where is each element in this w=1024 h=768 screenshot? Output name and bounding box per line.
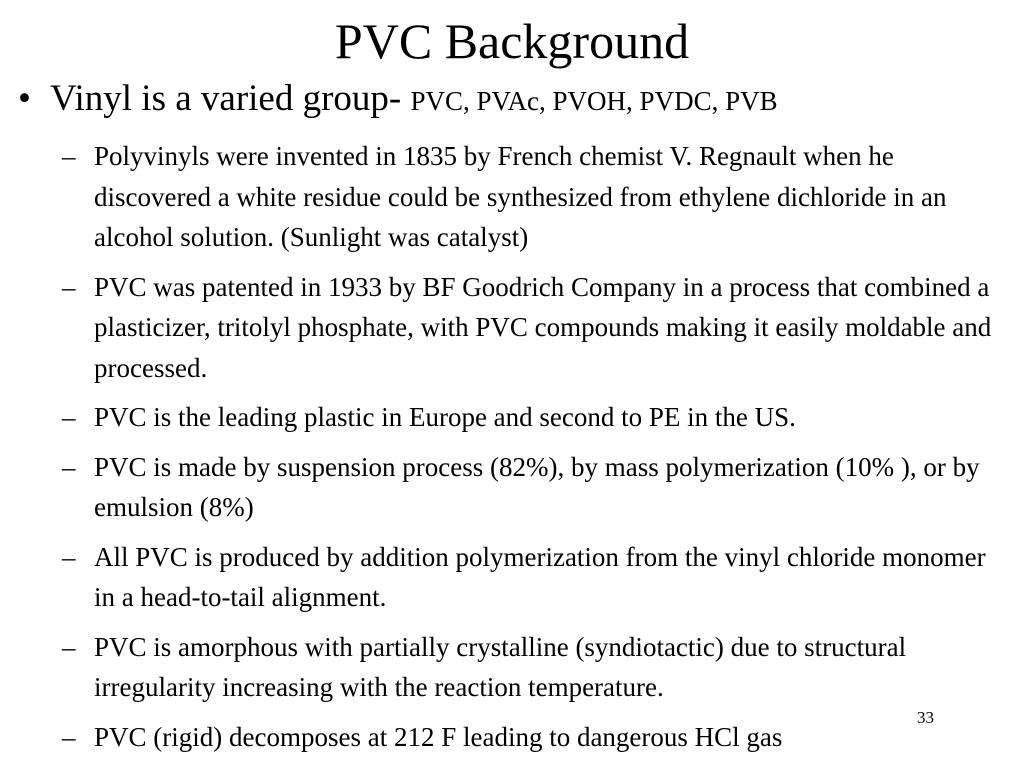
- sub-bullet-2: [62, 267, 1012, 389]
- main-bullet-examples: PVC, PVAc, PVOH, PVDC, PVB: [410, 86, 778, 116]
- sub-bullet-4: [62, 447, 1012, 528]
- main-bullet: [18, 76, 1008, 124]
- main-bullet-text: Vinyl is a varied group-: [50, 78, 402, 119]
- sub-bullet-text: PVC was patented in 1933 by BF Goodrich Company in a process that combined a plasticizer, tritolyl phosphate, with PVC compounds making it easily moldable and processed.: [94, 271, 992, 383]
- sub-bullet-text: All PVC is produced by addition polymerization from the vinyl chloride monomer in a head-to-tail alignment.: [94, 541, 986, 612]
- sub-bullet-text: Polyvinyls were invented in 1835 by French chemist V. Regnault when he discovered a white residue could be synthesized from ethylene dichloride in an alcohol solution. (Sunlight was catalyst): [94, 141, 947, 252]
- sub-bullet-7: [62, 717, 1012, 758]
- slide-title: PVC Background: [334, 13, 690, 69]
- sub-bullet-text: PVC (rigid) decomposes at 212 F leading to dangerous HCl gas: [94, 721, 783, 752]
- page-number: 33: [917, 708, 934, 727]
- dash-marker: –: [62, 402, 76, 432]
- sub-bullet-5: [62, 537, 1012, 618]
- sub-bullet-3: [62, 397, 1012, 438]
- sub-bullet-text: PVC is made by suspension process (82%), by mass polymerization (10% ), or by emulsion (8%): [94, 451, 980, 522]
- bullet-dot: •: [18, 78, 31, 119]
- dash-marker: –: [62, 141, 76, 171]
- dash-marker: –: [62, 631, 76, 662]
- sub-bullet-list: [62, 136, 1012, 766]
- sub-bullet-text: PVC is amorphous with partially crystalline (syndiotactic) due to structural irregularity increasing with the reaction temperature.: [94, 631, 907, 702]
- dash-marker: –: [62, 271, 76, 302]
- dash-marker: –: [62, 721, 76, 752]
- sub-bullet-text: PVC is the leading plastic in Europe and second to PE in the US.: [94, 402, 796, 432]
- dash-marker: –: [62, 451, 76, 482]
- sub-bullet-1: [62, 136, 1012, 258]
- dash-marker: –: [62, 541, 76, 572]
- sub-bullet-6: [62, 627, 1012, 708]
